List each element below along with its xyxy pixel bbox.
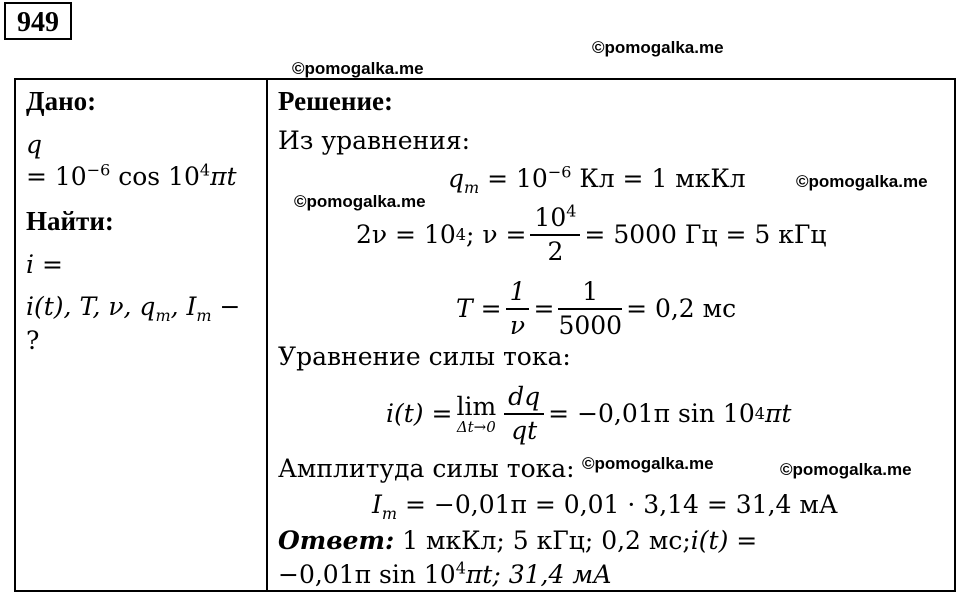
given-header: Дано:	[26, 86, 97, 116]
amplitude-equation: $I_m = -0,01\pi = 0,01 \cdot 3,14 = 31,4$ мА	[372, 490, 838, 523]
problem-number: 949	[4, 2, 72, 40]
watermark: ©pomogalka.me	[582, 454, 714, 473]
amplitude-title: Амплитуда силы тока:	[278, 454, 575, 483]
fraction: $\frac{1}{5000}$	[558, 277, 623, 340]
fraction: $\frac{1}{\nu}$	[506, 276, 530, 342]
watermark: ©pomogalka.me	[294, 192, 426, 211]
solution-table	[14, 78, 956, 592]
frequency-equation: 2ν = 10 4 ; ν = $\frac{10^4}{2}$ = 5000 Гц = 5 кГц	[356, 201, 827, 266]
watermark: ©pomogalka.me	[292, 59, 424, 78]
limit: lim Δt→0	[456, 391, 497, 436]
answer-line-2: −0,01π $\sin 10^4\pi t$; 31,4 мА	[278, 558, 612, 589]
current-equation-title: Уравнение силы тока:	[278, 342, 571, 371]
column-divider	[266, 80, 268, 590]
watermark: ©pomogalka.me	[780, 460, 912, 479]
fraction: $\frac{10^4}{2}$	[530, 202, 580, 268]
current-equation: i(t) = lim Δt→0 $\frac{dq}{qt}$ = −0,01π sin 10 4 πt	[386, 382, 792, 445]
given-q-expr: = $10^{-6}$ $\cos 10^4\pi t$	[26, 160, 237, 191]
given-q-label: q	[26, 130, 43, 159]
watermark: ©pomogalka.me	[592, 38, 724, 57]
solution-header: Решение:	[278, 86, 393, 116]
find-line-3: ?	[26, 326, 40, 355]
find-line-1: i =	[26, 250, 63, 279]
qm-equation: $q_m = 10^{-6}$ Кл = 1 мкКл	[448, 162, 746, 197]
answer-line-1: Ответ: 1 мкКл; 5 кГц; 0,2 мс;i(t) =	[278, 526, 758, 555]
find-header: Найти:	[26, 206, 114, 236]
fraction: $\frac{dq}{qt}$	[504, 381, 544, 447]
find-line-2: i(t), T, ν, $q_m$, $I_m$ −	[26, 292, 241, 325]
watermark: ©pomogalka.me	[796, 172, 928, 191]
period-equation: T = $\frac{1}{\nu}$ = $\frac{1}{5000}$ = 0,2 мс	[456, 277, 737, 340]
from-equation-text: Из уравнения:	[278, 126, 471, 155]
